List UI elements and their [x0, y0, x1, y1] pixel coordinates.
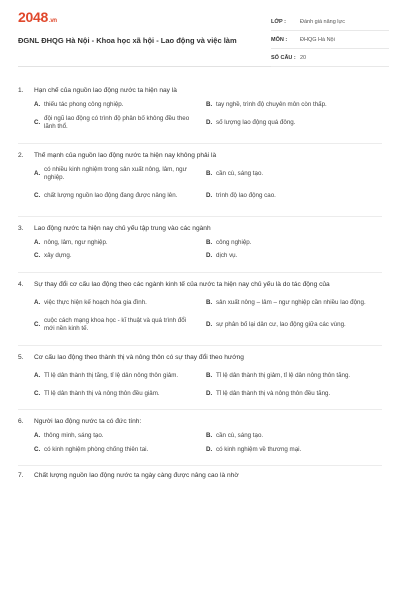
option-row: [18, 239, 382, 248]
option-text: có kinh nghiệm phòng chống thiên tai.: [44, 445, 149, 453]
question-stem: [18, 224, 382, 233]
option-text: trình độ lao động cao.: [216, 191, 276, 199]
option-d[interactable]: [206, 446, 378, 455]
question-item: [18, 346, 382, 411]
question-item: [18, 273, 382, 346]
option-text: Tỉ lệ dân thành thị và nông thôn đều tăng.: [216, 389, 331, 397]
option-a[interactable]: [34, 432, 206, 441]
question-stem: [18, 417, 382, 426]
option-row: [18, 390, 382, 399]
question-number: 7.: [18, 472, 24, 479]
logo-suffix-text: .vn: [48, 18, 57, 24]
option-row: [18, 101, 382, 110]
question-text: Sự thay đổi cơ cấu lao động theo các ngành kinh tế của nước ta hiện nay chủ yếu là do tác động của: [34, 280, 330, 288]
meta-row-class: [271, 13, 389, 31]
meta-info-box: [271, 13, 389, 67]
option-text: dịch vụ.: [216, 252, 238, 259]
question-item-partial: [18, 466, 382, 479]
option-text: cần cù, sáng tạo.: [216, 169, 264, 177]
option-key: B.: [206, 371, 213, 379]
option-a[interactable]: [34, 368, 206, 385]
option-text: thông minh, sáng tạo.: [44, 432, 104, 439]
option-key: A.: [34, 298, 41, 306]
option-row: [18, 166, 382, 183]
option-text: có nhiều kinh nghiệm trong sản xuất nông, lâm, ngư nghiệp.: [44, 165, 187, 181]
option-key: C.: [34, 320, 41, 328]
worksheet-header: [18, 0, 382, 67]
option-row: [18, 295, 382, 312]
option-key: C.: [34, 445, 41, 453]
meta-row-count: [271, 49, 389, 67]
meta-value: 20: [300, 54, 307, 61]
question-number: 2.: [18, 151, 24, 159]
meta-key: LỚP :: [271, 18, 286, 25]
option-text: Tỉ lệ dân thành thị giảm, tỉ lệ dân nông thôn tăng.: [216, 371, 351, 379]
site-logo[interactable]: [18, 9, 57, 25]
option-b[interactable]: [206, 368, 378, 385]
option-key: B.: [206, 169, 213, 177]
meta-row-subject: [271, 31, 389, 49]
option-key: B.: [206, 101, 213, 108]
meta-key: MÔN :: [271, 36, 288, 43]
option-text: việc thực hiện kế hoạch hóa gia đình.: [44, 298, 147, 306]
option-text: công nghiệp.: [216, 238, 252, 246]
option-c[interactable]: [34, 188, 206, 205]
option-d[interactable]: [206, 188, 378, 205]
question-stem: [18, 280, 382, 289]
question-text: Người lao động nước ta có đức tính:: [34, 418, 142, 425]
option-text: nông, lâm, ngư nghiệp.: [44, 238, 108, 246]
question-text: Cơ cấu lao động theo thành thị và nông thôn có sự thay đổi theo hướng: [34, 353, 244, 361]
option-text: tay nghề, trình độ chuyên môn còn thấp.: [216, 101, 327, 108]
option-b[interactable]: [206, 166, 378, 183]
option-a[interactable]: [34, 295, 206, 312]
question-text: Chất lượng nguồn lao động nước ta ngày càng được nâng cao là nhờ: [34, 472, 239, 479]
option-text: cần cù, sáng tạo.: [216, 432, 264, 439]
question-stem: [18, 151, 382, 160]
option-key: C.: [34, 118, 41, 126]
option-text: có kinh nghiệm về thương mại.: [216, 445, 302, 453]
option-text: chất lượng nguồn lao động đang được nâng lên.: [44, 191, 178, 199]
option-text: cuộc cách mạng khoa học - kĩ thuật và quá trình đổi mới nền kinh tế.: [44, 316, 187, 332]
option-d[interactable]: [206, 390, 378, 399]
option-key: A.: [34, 101, 41, 108]
option-text: số lượng lao động quá đông.: [216, 118, 296, 126]
option-key: A.: [34, 432, 41, 439]
option-b[interactable]: [206, 432, 378, 441]
question-list: [18, 67, 382, 479]
question-stem: [18, 86, 382, 95]
question-number: 3.: [18, 224, 24, 232]
question-item: [18, 410, 382, 466]
meta-value: ĐHQG Hà Nội: [300, 36, 335, 43]
option-text: sản xuất nông – lâm – ngư nghiệp cần nhiều lao động.: [216, 298, 366, 306]
option-b[interactable]: [206, 295, 378, 312]
option-key: D.: [206, 252, 213, 259]
question-item: [18, 144, 382, 217]
logo-main-text: 2048: [18, 9, 48, 25]
option-row: [18, 317, 382, 334]
option-c[interactable]: [34, 390, 206, 399]
option-b[interactable]: [206, 239, 378, 248]
option-row: [18, 115, 382, 132]
option-text: Tỉ lệ dân thành thị và nông thôn đều giảm.: [44, 389, 160, 397]
document-title: ĐGNL ĐHQG Hà Nội - Khoa học xã hội - Lao động và việc làm: [18, 36, 237, 45]
option-key: A.: [34, 169, 41, 177]
question-number: 5.: [18, 353, 24, 361]
option-key: A.: [34, 371, 41, 379]
option-row: [18, 252, 382, 261]
option-key: D.: [206, 118, 213, 126]
option-key: C.: [34, 389, 41, 397]
option-c[interactable]: [34, 446, 206, 455]
option-text: sự phân bố lại dân cư, lao động giữa các vùng.: [216, 320, 346, 328]
option-d[interactable]: [206, 115, 378, 132]
option-key: C.: [34, 252, 41, 259]
meta-value: Đánh giá năng lực: [300, 18, 345, 25]
option-row: [18, 188, 382, 205]
option-key: D.: [206, 389, 213, 397]
option-text: xây dựng.: [44, 252, 72, 259]
option-key: D.: [206, 445, 213, 453]
question-item: [18, 217, 382, 273]
option-key: B.: [206, 432, 213, 439]
option-a[interactable]: [34, 166, 206, 183]
question-number: 4.: [18, 280, 24, 288]
question-text: Hạn chế của nguồn lao động nước ta hiện nay là: [34, 87, 177, 94]
option-key: C.: [34, 191, 41, 199]
question-text: Thế mạnh của nguồn lao động nước ta hiện nay không phải là: [34, 151, 217, 159]
meta-key: SỐ CÂU :: [271, 54, 296, 61]
option-row: [18, 432, 382, 441]
option-c[interactable]: [34, 317, 206, 334]
question-stem: [18, 353, 382, 362]
option-d[interactable]: [206, 317, 378, 334]
option-a[interactable]: [34, 239, 206, 248]
option-row: [18, 446, 382, 455]
option-c[interactable]: [34, 252, 206, 261]
option-key: D.: [206, 191, 213, 199]
option-d[interactable]: [206, 252, 378, 261]
option-key: B.: [206, 238, 213, 246]
option-c[interactable]: [34, 115, 206, 132]
question-number: 6.: [18, 418, 24, 425]
option-key: A.: [34, 238, 41, 246]
option-text: đội ngũ lao động có trình độ phân bố không đều theo lãnh thổ.: [44, 114, 190, 130]
option-key: D.: [206, 320, 213, 328]
option-a[interactable]: [34, 101, 206, 110]
question-item: [18, 79, 382, 144]
question-number: 1.: [18, 87, 24, 94]
option-text: thiếu tác phong công nghiệp.: [44, 101, 124, 108]
option-b[interactable]: [206, 101, 378, 110]
option-key: B.: [206, 298, 213, 306]
option-text: Tỉ lệ dân thành thị tăng, tỉ lệ dân nông thôn giảm.: [44, 371, 179, 379]
question-text: Lao động nước ta hiện nay chủ yếu tập trung vào các ngành: [34, 224, 211, 232]
option-row: [18, 368, 382, 385]
